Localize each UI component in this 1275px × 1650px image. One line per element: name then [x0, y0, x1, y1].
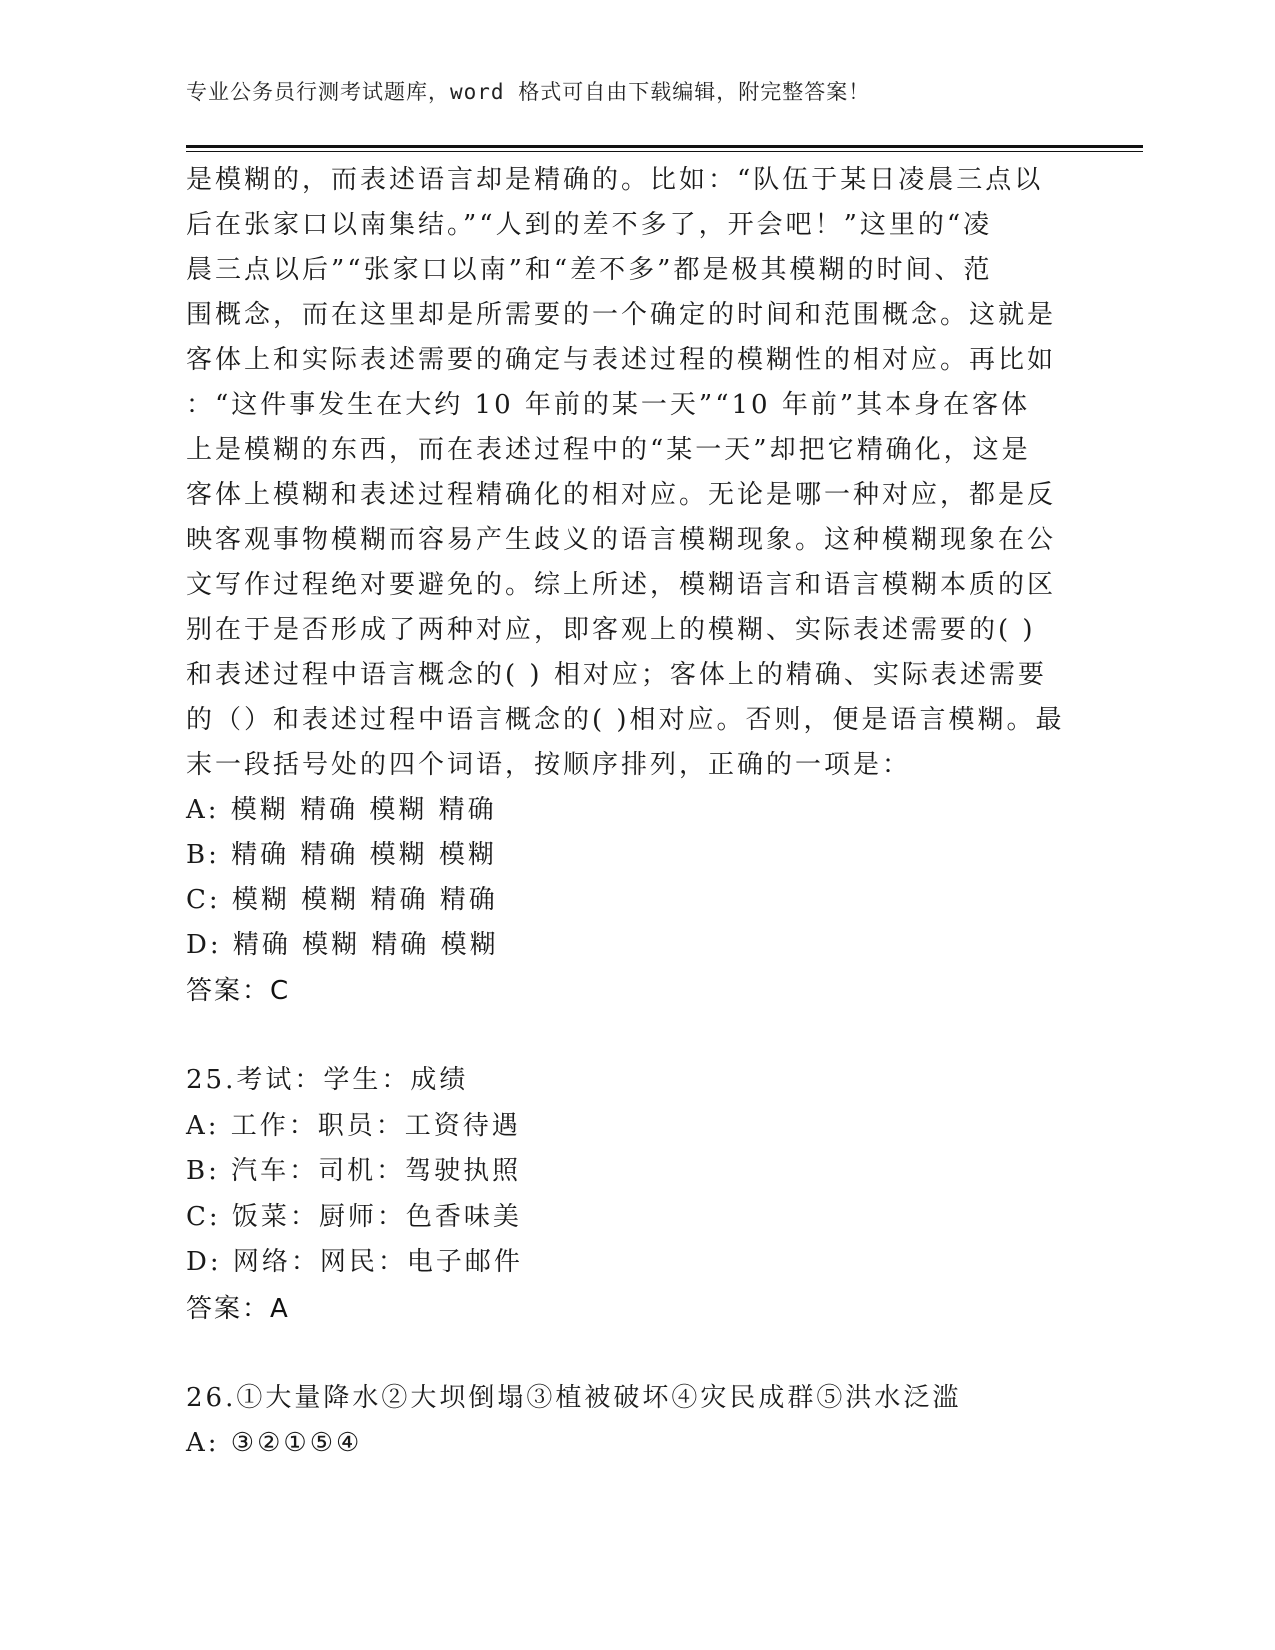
passage-line: 围概念，而在这里却是所需要的一个确定的时间和范围概念。这就是 [186, 300, 1057, 330]
passage-line: 客体上和实际表述需要的确定与表述过程的模糊性的相对应。再比如 [186, 345, 1057, 375]
passage-line: 末一段括号处的四个词语，按顺序排列，正确的一项是： [186, 750, 912, 780]
option-d: D: 网络：网民：电子邮件 [186, 1247, 523, 1277]
passage-line: 和表述过程中语言概念的( ) 相对应；客体上的精确、实际表述需要 [186, 660, 1047, 690]
answer-24: 答案：C [186, 976, 291, 1006]
passage-line: 是模糊的，而表述语言却是精确的。比如：“队伍于某日凌晨三点以 [186, 165, 1044, 195]
passage [186, 158, 1086, 1014]
passage-line: 客体上模糊和表述过程精确化的相对应。无论是哪一种对应，都是反 [186, 480, 1057, 510]
option-c: C: 饭菜：厨师：色香味美 [186, 1201, 522, 1232]
option-a: A: 模糊 精确 模糊 精确 [186, 795, 497, 825]
passage-line: 后在张家口以南集结。”“人到的差不多了，开会吧！”这里的“凌 [186, 210, 993, 240]
passage-line: ：“这件事发生在大约 10 年前的某一天”“10 年前”其本身在客体 [186, 390, 1031, 420]
spacer [186, 1332, 1086, 1376]
answer-25: 答案：A [186, 1293, 290, 1324]
passage-line: 别在于是否形成了两种对应，即客观上的模糊、实际表述需要的( ) [186, 615, 1036, 645]
option-b: B: 汽车：司机：驾驶执照 [186, 1156, 522, 1186]
option-a: A: ③②①⑤④ [186, 1428, 363, 1458]
option-b: B: 精确 精确 模糊 模糊 [186, 840, 497, 870]
passage-line: 晨三点以后”“张家口以南”和“差不多”都是极其模糊的时间、范 [186, 255, 993, 285]
passage-line: 映客观事物模糊而容易产生歧义的语言模糊现象。这种模糊现象在公 [186, 525, 1057, 555]
header-rule-thick [186, 145, 1143, 148]
question-25 [186, 1058, 1086, 1332]
option-c: C: 模糊 模糊 精确 精确 [186, 885, 498, 915]
document-body [186, 158, 1086, 1467]
header-rule-thin [186, 151, 1143, 152]
question-stem: 26.①大量降水②大坝倒塌③植被破坏④灾民成群⑤洪水泛滥 [186, 1382, 962, 1413]
option-d: D: 精确 模糊 精确 模糊 [186, 930, 499, 960]
passage-line: 上是模糊的东西，而在表述过程中的“某一天”却把它精确化，这是 [186, 435, 1031, 465]
passage-line: 的（）和表述过程中语言概念的( )相对应。否则，便是语言模糊。最 [186, 705, 1065, 735]
page-header: 专业公务员行测考试题库，word 格式可自由下载编辑，附完整答案！ [186, 80, 871, 104]
option-a: A: 工作：职员：工资待遇 [186, 1110, 521, 1141]
passage-line: 文写作过程绝对要避免的。综上所述，模糊语言和语言模糊本质的区 [186, 570, 1057, 600]
question-26 [186, 1376, 1086, 1467]
spacer [186, 1014, 1086, 1058]
question-stem: 25.考试：学生：成绩 [186, 1065, 469, 1095]
